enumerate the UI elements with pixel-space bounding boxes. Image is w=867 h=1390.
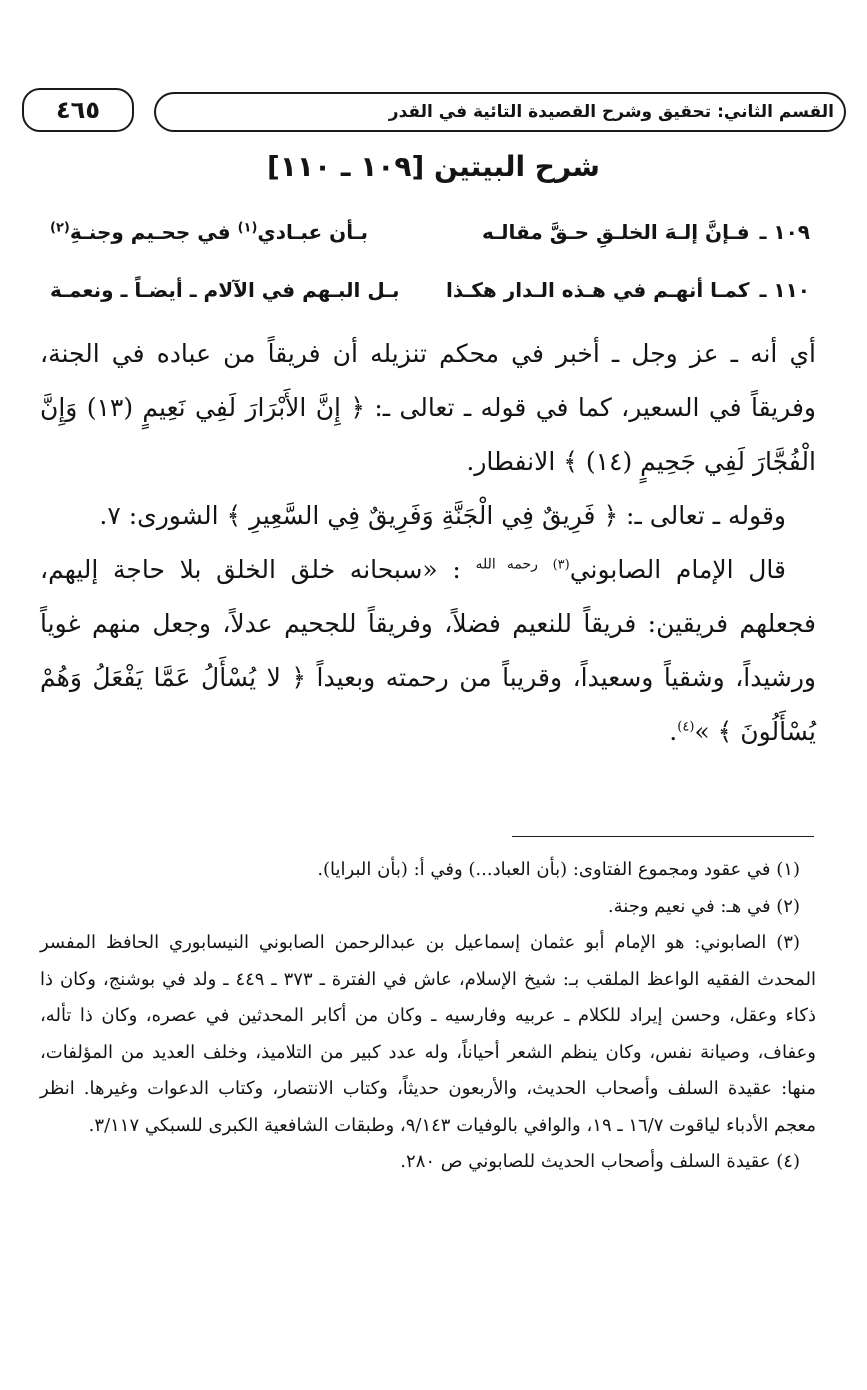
verse-second-text-rest: في جحـيم وجنـةِ bbox=[69, 220, 231, 244]
commentary-body bbox=[40, 327, 816, 759]
verse-110 bbox=[50, 270, 810, 310]
footnote-ref: (٤) bbox=[677, 719, 695, 735]
verse-first-hemistich bbox=[482, 220, 810, 244]
verse-number: ١٠٩ ـ bbox=[759, 220, 810, 244]
verse-second-text: بـأن عبـادي bbox=[257, 220, 369, 244]
quote-end: . bbox=[669, 717, 678, 746]
verse-second-hemistich bbox=[50, 278, 400, 302]
section-title: شرح البيتين [١٠٩ ـ ١١٠] bbox=[267, 150, 600, 183]
body-paragraph: أي أنه ـ عز وجل ـ أخبر في محكم تنزيله أن فريقاً من عباده في الجنة، وفريقاً في السعير، كما في قوله ـ تعالى ـ: ﴿ إِنَّ الأَبْرَارَ لَفِي نَعِيمٍ (١٣) وَإِنَّ الْفُجَّارَ لَفِي جَحِيمٍ (١٤) ﴾ الانفطار. bbox=[40, 339, 816, 476]
verse-first-text: كمـا أنهـم في هـذه الـدار هكـذا bbox=[446, 278, 750, 302]
page-number: ٤٦٥ bbox=[56, 96, 100, 124]
verse-109 bbox=[50, 212, 810, 252]
body-paragraph-quote bbox=[40, 543, 816, 759]
running-header-title: القسم الثاني: تحقيق وشرح القصيدة التائية في القدر bbox=[388, 102, 834, 122]
footnote-item: (٢) في هـ: في نعيم وجنة. bbox=[607, 895, 800, 917]
honorific: رحمه الله bbox=[475, 556, 538, 573]
footnotes bbox=[40, 852, 816, 1181]
page-number-badge bbox=[22, 88, 134, 132]
footnote-item: (٤) عقيدة السلف وأصحاب الحديث للصابوني ص ٢٨٠. bbox=[400, 1151, 800, 1172]
running-header bbox=[154, 92, 846, 132]
verse-first-hemistich bbox=[446, 278, 810, 302]
verse-second-text: بـل البـهم في الآلام ـ أيضـاً ـ ونعمـة bbox=[50, 278, 400, 302]
quote-intro: قال الإمام الصابوني bbox=[569, 555, 786, 584]
footnote-item: (٣) الصابوني: هو الإمام أبو عثمان إسماعيل بن عبدالرحمن الصابوني النيسابوري الحافظ المفسر المحدث الفقيه الواعظ الملقب بـ: شيخ الإسلام، عاش في الفترة ـ ٣٧٣ ـ ٤٤٩ ـ ولد في بوشنج، وكان ذا ذكاء وعقل، وحسن إيراد للكلام ـ عربيه وفارسيه ـ وكان من أكابر المحدثين في عصره، وكان ذا تأله، وعفاف، وصيانة نفس، وكان ينظم الشعر أحياناً، وله عدد كبير من التلاميذ، وخلف العديد من المؤلفات، منها: عقيدة السلف وأصحاب الحديث، والأربعون حديثاً، وكتاب الانتصار، وكتاب الدعوات وغيرها. انظر معجم الأدباء لياقوت ١٦/٧ ـ ١٩، والوافي بالوفيات ٩/١٤٣، وطبقات الشافعية الكبرى للسبكي ٣/١١٧. bbox=[40, 932, 816, 1136]
footnote-ref: (١) bbox=[237, 220, 258, 236]
verse-second-hemistich bbox=[50, 220, 368, 244]
footnote-item: (١) في عقود ومجموع الفتاوى: (بأن العباد...) وفي أ: (بأن البرايا). bbox=[317, 859, 800, 880]
verse-first-text: فـإنَّ إلـهَ الخلـقِ حـقَّ مقالـه bbox=[482, 220, 750, 244]
footnote-ref: (٢) bbox=[50, 220, 70, 236]
quote-text: : «سبحانه خلق الخلق بلا حاجة إليهم، فجعلهم فريقين: فريقاً للنعيم فضلاً، وفريقاً للجحيم عدلاً، وجعل منهم غوياً ورشيداً، وشقياً وسعيداً، وقريباً من رحمته وبعيداً ﴿ لا يُسْأَلُ عَمَّا يَفْعَلُ وَهُمْ يُسْأَلُونَ ﴾ » bbox=[40, 555, 816, 746]
page-header bbox=[22, 88, 846, 138]
verse-number: ١١٠ ـ bbox=[759, 278, 810, 302]
footnote-ref: (٣) bbox=[552, 557, 570, 573]
footnote-divider bbox=[512, 836, 814, 837]
body-paragraph: وقوله ـ تعالى ـ: ﴿ فَرِيقٌ فِي الْجَنَّةِ وَفَرِيقٌ فِي السَّعِيرِ ﴾ الشورى: ٧. bbox=[99, 501, 786, 530]
